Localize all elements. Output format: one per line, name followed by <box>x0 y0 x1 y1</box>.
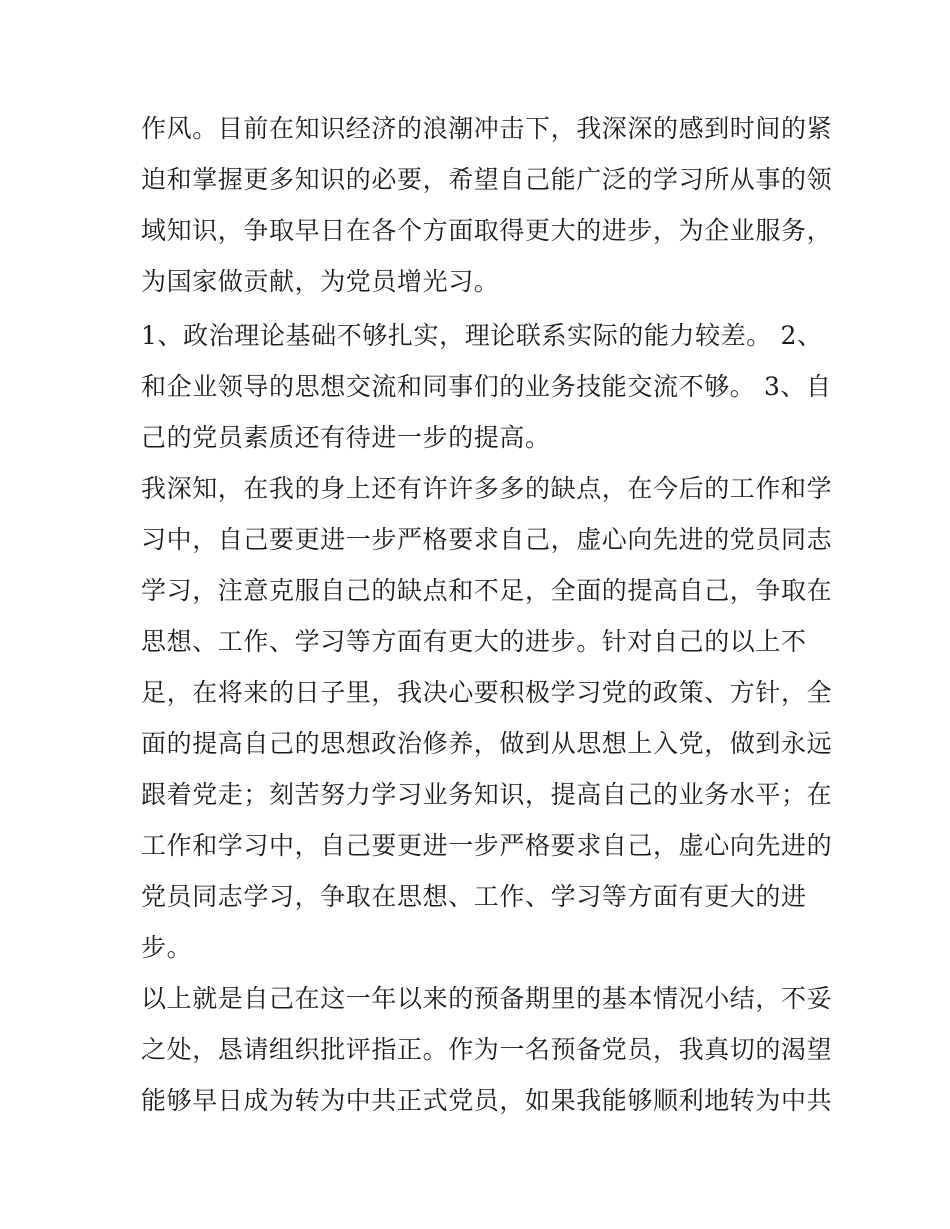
paragraph-3-line-4: 思想、工作、学习等方面有更大的进步。针对自己的以上不 <box>141 627 807 656</box>
paragraph-3-line-2: 习中，自己要更进一步严格要求自己，虚心向先进的党员同志 <box>141 525 833 554</box>
paragraph-4-line-2: 之处，恳请组织批评指正。作为一名预备党员，我真切的渴望 <box>141 1035 833 1064</box>
paragraph-1 <box>141 103 833 307</box>
paragraph-3-line-3: 学习，注意克服自己的缺点和不足，全面的提高自己，争取在 <box>141 576 833 605</box>
paragraph-1-line-3: 域知识，争取早日在各个方面取得更大的进步，为企业服务， <box>141 216 833 245</box>
paragraph-2-line-2: 和企业领导的思想交流和同事们的业务技能交流不够。 3、自 <box>141 372 832 401</box>
paragraph-3 <box>141 463 833 973</box>
paragraph-4 <box>141 973 833 1126</box>
paragraph-3-line-5: 足，在将来的日子里，我决心要积极学习党的政策、方针，全 <box>141 678 833 707</box>
paragraph-2-line-3: 己的党员素质还有待进一步的提高。 <box>141 423 551 452</box>
paragraph-1-line-1: 作风。目前在知识经济的浪潮冲击下，我深深的感到时间的紧 <box>141 114 833 143</box>
paragraph-3-line-7: 跟着党走；刻苦努力学习业务知识，提高自己的业务水平；在 <box>141 780 833 809</box>
paragraph-3-line-9: 党员同志学习，争取在思想、工作、学习等方面有更大的进 <box>141 882 807 911</box>
paragraph-1-line-4: 为国家做贡献，为党员增光习。 <box>141 267 500 296</box>
document-body <box>141 103 833 1126</box>
paragraph-3-line-6: 面的提高自己的思想政治修养，做到从思想上入党，做到永远 <box>141 729 833 758</box>
paragraph-1-line-2: 迫和掌握更多知识的必要，希望自己能广泛的学习所从事的领 <box>141 165 833 194</box>
paragraph-2-line-1: 1、政治理论基础不够扎实，理论联系实际的能力较差。 2、 <box>141 321 823 350</box>
paragraph-4-line-1: 以上就是自己在这一年以来的预备期里的基本情况小结，不妥 <box>141 984 833 1013</box>
paragraph-4-line-3: 能够早日成为转为中共正式党员，如果我能够顺利地转为中共 <box>141 1086 833 1115</box>
paragraph-3-line-8: 工作和学习中，自己要更进一步严格要求自己，虚心向先进的 <box>141 831 833 860</box>
paragraph-3-line-10: 步。 <box>141 933 193 962</box>
paragraph-2 <box>141 310 832 463</box>
paragraph-3-line-1: 我深知，在我的身上还有许许多多的缺点，在今后的工作和学 <box>141 474 833 503</box>
